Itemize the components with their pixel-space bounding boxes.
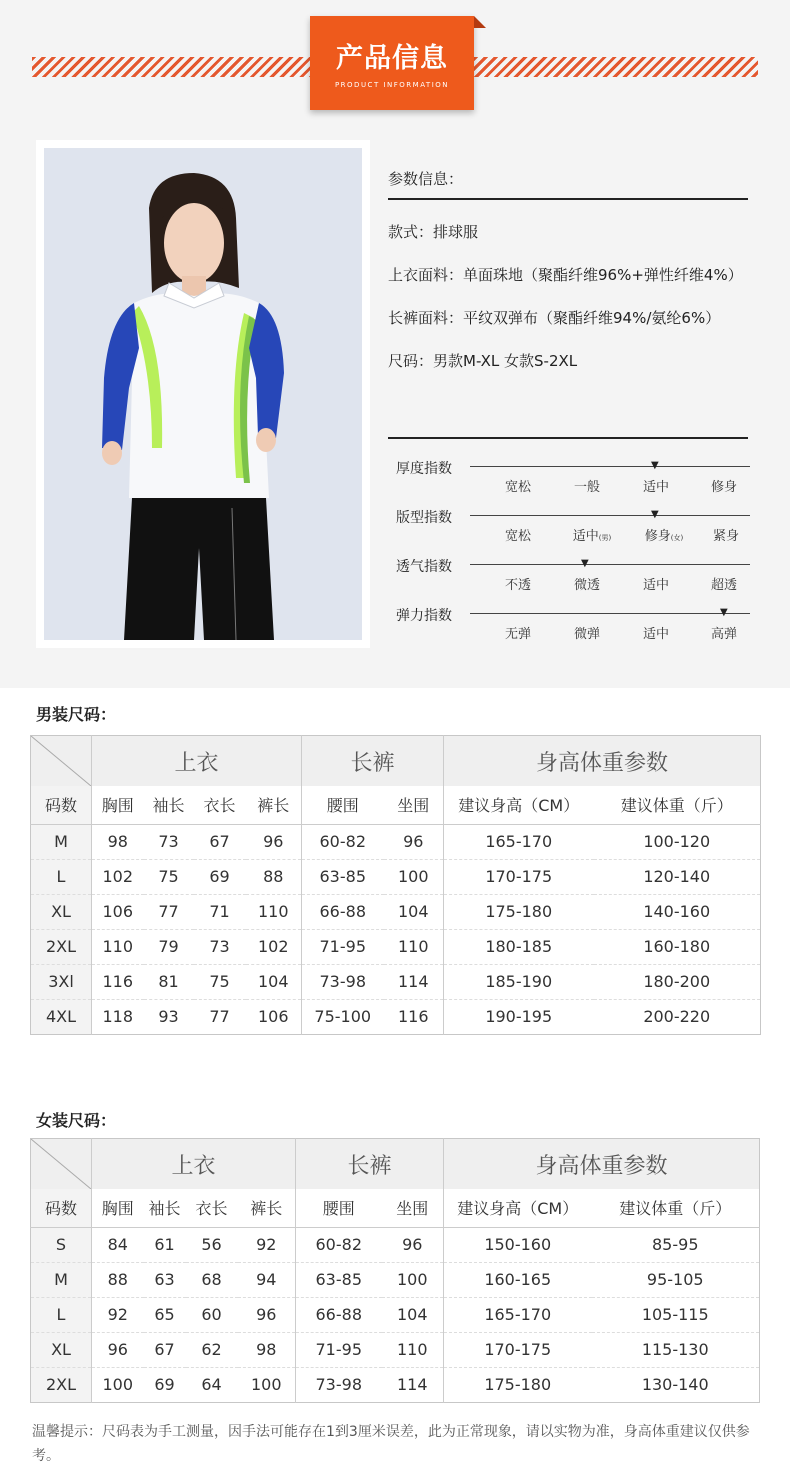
- index-row-elasticity: [388, 599, 760, 648]
- table-cell: 114: [384, 964, 444, 999]
- group-height-weight: 身高体重参数: [444, 1139, 760, 1190]
- table-cell: 116: [92, 964, 144, 999]
- table-cell: 93: [158, 1007, 179, 1026]
- index-option: 宽松: [504, 529, 532, 544]
- table-cell: 100: [384, 859, 444, 894]
- table-cell: 71-95: [296, 1332, 382, 1367]
- column-header: 建议体重（斤）: [594, 786, 761, 824]
- section-banner: [310, 16, 474, 110]
- table-cell: 60-82: [296, 1227, 382, 1262]
- table-row: [31, 1227, 760, 1262]
- table-cell: 75-100: [314, 1007, 372, 1026]
- table-cell: 100: [382, 1262, 444, 1297]
- table-cell: 114: [382, 1367, 444, 1402]
- index-row-fit: [388, 501, 760, 550]
- table-cell: 160-165: [444, 1262, 592, 1297]
- table-cell: 88: [246, 859, 302, 894]
- table-cell: 96: [92, 1332, 144, 1367]
- table-cell: 73: [194, 929, 246, 964]
- table-cell: 175-180: [444, 894, 594, 929]
- table-cell: 200-220: [643, 1007, 711, 1026]
- table-cell: 102: [246, 929, 302, 964]
- table-cell: 115-130: [592, 1332, 760, 1367]
- table-cell: 106: [92, 894, 144, 929]
- table-cell: 63: [144, 1262, 186, 1297]
- index-option: 适中: [642, 578, 670, 593]
- group-height-weight: 身高体重参数: [444, 736, 761, 787]
- table-cell: 98: [92, 824, 144, 859]
- size-cell: M: [31, 824, 92, 859]
- table-cell: 95-105: [592, 1262, 760, 1297]
- index-option: 修身: [710, 480, 738, 495]
- index-option: 宽松: [504, 480, 532, 495]
- table-corner: [31, 736, 92, 787]
- table-cell: 69: [194, 859, 246, 894]
- group-pants: 长裤: [302, 736, 444, 787]
- table-cell: 116: [384, 999, 444, 1034]
- table-cell: 65: [144, 1297, 186, 1332]
- table-cell: 100: [102, 1375, 134, 1394]
- table-cell: 150-160: [444, 1227, 592, 1262]
- model-illustration: [44, 148, 362, 640]
- table-cell: 180-185: [444, 929, 594, 964]
- table-cell: 77: [144, 894, 194, 929]
- table-cell: 68: [186, 1262, 238, 1297]
- table-cell: 190-195: [485, 1007, 553, 1026]
- table-row: [31, 1332, 760, 1367]
- column-header: 胸围: [92, 786, 144, 824]
- index-option: 适中(男): [572, 529, 612, 544]
- table-cell: 104: [382, 1297, 444, 1332]
- table-cell: 69: [154, 1375, 175, 1394]
- size-cell: 2XL: [31, 1367, 92, 1402]
- param-top-fabric: 上衣面料：单面珠地（聚酯纤维96%+弹性纤维4%）: [388, 266, 743, 284]
- table-cell: 100-120: [594, 824, 761, 859]
- index-option: 高弹: [710, 627, 738, 642]
- table-cell: 67: [144, 1332, 186, 1367]
- index-scale-line: [470, 515, 750, 516]
- index-option: 一般: [573, 480, 601, 495]
- group-top: 上衣: [92, 736, 302, 787]
- index-label: 版型指数: [396, 510, 452, 526]
- column-header: 腰围: [296, 1189, 382, 1227]
- table-row: [31, 999, 761, 1034]
- index-marker-icon: ▼: [651, 509, 659, 520]
- women-size-table: [30, 1138, 760, 1403]
- product-photo: [44, 148, 362, 640]
- index-option: 无弹: [504, 627, 532, 642]
- table-cell: 64: [201, 1375, 222, 1394]
- size-cell: S: [31, 1227, 92, 1262]
- index-option: 微弹: [573, 627, 601, 642]
- table-row: [31, 929, 761, 964]
- index-scale-line: [470, 466, 750, 467]
- table-row: [31, 859, 761, 894]
- diagonal-line-icon: [31, 736, 91, 786]
- index-option: 超透: [710, 578, 738, 593]
- fit-indices: [388, 452, 760, 648]
- table-cell: 85-95: [592, 1227, 760, 1262]
- table-cell: 66-88: [296, 1297, 382, 1332]
- table-cell: 92: [238, 1227, 296, 1262]
- column-header: 坐围: [382, 1189, 444, 1227]
- men-size-table: [30, 735, 761, 1035]
- table-cell: 102: [92, 859, 144, 894]
- product-photo-frame: [36, 140, 370, 648]
- table-header-row: [31, 1189, 760, 1227]
- index-marker-icon: ▼: [651, 460, 659, 471]
- table-cell: 73-98: [315, 1375, 362, 1394]
- indices-divider: [388, 437, 748, 439]
- measurement-tip: 温馨提示：尺码表为手工测量，因手法可能存在1到3厘米误差，此为正常现象，请以实物为准，身高体重建议仅供参考。: [32, 1424, 750, 1464]
- table-cell: 110: [384, 929, 444, 964]
- table-row: [31, 1297, 760, 1332]
- table-group-row: [31, 736, 761, 787]
- index-label: 弹力指数: [396, 608, 452, 624]
- size-cell: L: [31, 1297, 92, 1332]
- table-cell: 140-160: [594, 894, 761, 929]
- table-cell: 110: [92, 929, 144, 964]
- param-pants-fabric: 长裤面料：平纹双弹布（聚酯纤维94%/氨纶6%）: [388, 309, 721, 327]
- women-table-body: [31, 1227, 760, 1402]
- size-cell: M: [31, 1262, 92, 1297]
- index-option: 修身(女): [644, 529, 684, 544]
- table-cell: 175-180: [484, 1375, 552, 1394]
- banner-title: 产品信息: [336, 43, 448, 74]
- column-header: 码数: [31, 786, 92, 824]
- table-cell: 79: [144, 929, 194, 964]
- table-cell: 105-115: [592, 1297, 760, 1332]
- column-header: 袖长: [144, 786, 194, 824]
- table-row: [31, 1262, 760, 1297]
- group-top: 上衣: [92, 1139, 296, 1190]
- parameter-info: [388, 168, 788, 372]
- table-cell: 66-88: [302, 894, 384, 929]
- table-cell: 160-180: [594, 929, 761, 964]
- index-option: 微透: [573, 578, 601, 593]
- table-cell: 180-200: [594, 964, 761, 999]
- table-cell: 77: [209, 1007, 230, 1026]
- banner-subtitle: PRODUCT INFORMATION: [334, 81, 450, 89]
- table-cell: 88: [92, 1262, 144, 1297]
- column-header: 建议身高（CM）: [444, 786, 594, 824]
- table-cell: 185-190: [444, 964, 594, 999]
- table-cell: 71-95: [302, 929, 384, 964]
- group-pants: 长裤: [296, 1139, 444, 1190]
- table-cell: 81: [144, 964, 194, 999]
- women-size-title: 女装尺码：: [36, 1111, 117, 1130]
- table-cell: 62: [186, 1332, 238, 1367]
- index-option: 紧身: [712, 529, 740, 544]
- table-cell: 56: [186, 1227, 238, 1262]
- table-cell: 75: [194, 964, 246, 999]
- banner-fold: [474, 16, 486, 28]
- header-stripe-left: [32, 57, 312, 77]
- table-cell: 71: [194, 894, 246, 929]
- table-cell: 75: [144, 859, 194, 894]
- param-sizes: 尺码：男款M-XL 女款S-2XL: [388, 352, 578, 370]
- table-row: [31, 894, 761, 929]
- size-cell: XL: [31, 1332, 92, 1367]
- men-size-title: 男装尺码：: [36, 705, 117, 724]
- table-header-row: [31, 786, 761, 824]
- table-cell: 96: [384, 824, 444, 859]
- index-row-breathability: [388, 550, 760, 599]
- size-cell: XL: [31, 894, 92, 929]
- params-divider: [388, 198, 748, 200]
- column-header: 建议体重（斤）: [592, 1189, 760, 1227]
- size-cell: 2XL: [31, 929, 92, 964]
- table-cell: 100: [238, 1367, 296, 1402]
- table-cell: 96: [382, 1227, 444, 1262]
- table-group-row: [31, 1139, 760, 1190]
- table-cell: 170-175: [444, 859, 594, 894]
- table-cell: 92: [92, 1297, 144, 1332]
- table-cell: 96: [238, 1297, 296, 1332]
- column-header: 裤长: [238, 1189, 296, 1227]
- column-header: 码数: [31, 1189, 92, 1227]
- header-stripe-right: [474, 57, 758, 77]
- column-header: 胸围: [92, 1189, 144, 1227]
- column-header: 建议身高（CM）: [444, 1189, 592, 1227]
- index-scale-line: [470, 564, 750, 565]
- index-row-thickness: [388, 452, 760, 501]
- column-header: 衣长: [186, 1189, 238, 1227]
- column-header: 袖长: [144, 1189, 186, 1227]
- table-cell: 98: [238, 1332, 296, 1367]
- table-cell: 84: [92, 1227, 144, 1262]
- index-option: 适中: [642, 480, 670, 495]
- table-row: [31, 1367, 760, 1402]
- table-cell: 118: [102, 1007, 134, 1026]
- column-header: 坐围: [384, 786, 444, 824]
- table-cell: 73: [144, 824, 194, 859]
- table-cell: 110: [382, 1332, 444, 1367]
- table-cell: 106: [246, 999, 302, 1034]
- index-scale-line: [470, 613, 750, 614]
- table-cell: 61: [144, 1227, 186, 1262]
- diagonal-line-icon: [31, 1139, 91, 1189]
- index-marker-icon: ▼: [720, 607, 728, 618]
- column-header: 裤长: [246, 786, 302, 824]
- table-cell: 60-82: [302, 824, 384, 859]
- params-title: 参数信息：: [388, 170, 464, 188]
- column-header: 衣长: [194, 786, 246, 824]
- table-cell: 170-175: [444, 1332, 592, 1367]
- table-cell: 94: [238, 1262, 296, 1297]
- men-table-body: [31, 824, 761, 1034]
- table-cell: 165-170: [444, 824, 594, 859]
- table-cell: 120-140: [594, 859, 761, 894]
- table-corner: [31, 1139, 92, 1190]
- size-cell: L: [31, 859, 92, 894]
- table-cell: 110: [246, 894, 302, 929]
- size-cell: 3Xl: [31, 964, 92, 999]
- table-cell: 130-140: [641, 1375, 709, 1394]
- table-row: [31, 824, 761, 859]
- table-cell: 67: [194, 824, 246, 859]
- index-option: 不透: [504, 578, 532, 593]
- table-cell: 63-85: [302, 859, 384, 894]
- table-cell: 73-98: [302, 964, 384, 999]
- column-header: 腰围: [302, 786, 384, 824]
- size-cell: 4XL: [31, 999, 92, 1034]
- table-row: [31, 964, 761, 999]
- param-style: 款式：排球服: [388, 223, 479, 241]
- table-cell: 104: [384, 894, 444, 929]
- index-marker-icon: ▼: [581, 558, 589, 569]
- table-cell: 63-85: [296, 1262, 382, 1297]
- table-cell: 96: [246, 824, 302, 859]
- index-label: 厚度指数: [396, 461, 452, 477]
- table-cell: 60: [186, 1297, 238, 1332]
- table-cell: 104: [246, 964, 302, 999]
- index-option: 适中: [642, 627, 670, 642]
- index-label: 透气指数: [396, 559, 452, 575]
- table-cell: 165-170: [444, 1297, 592, 1332]
